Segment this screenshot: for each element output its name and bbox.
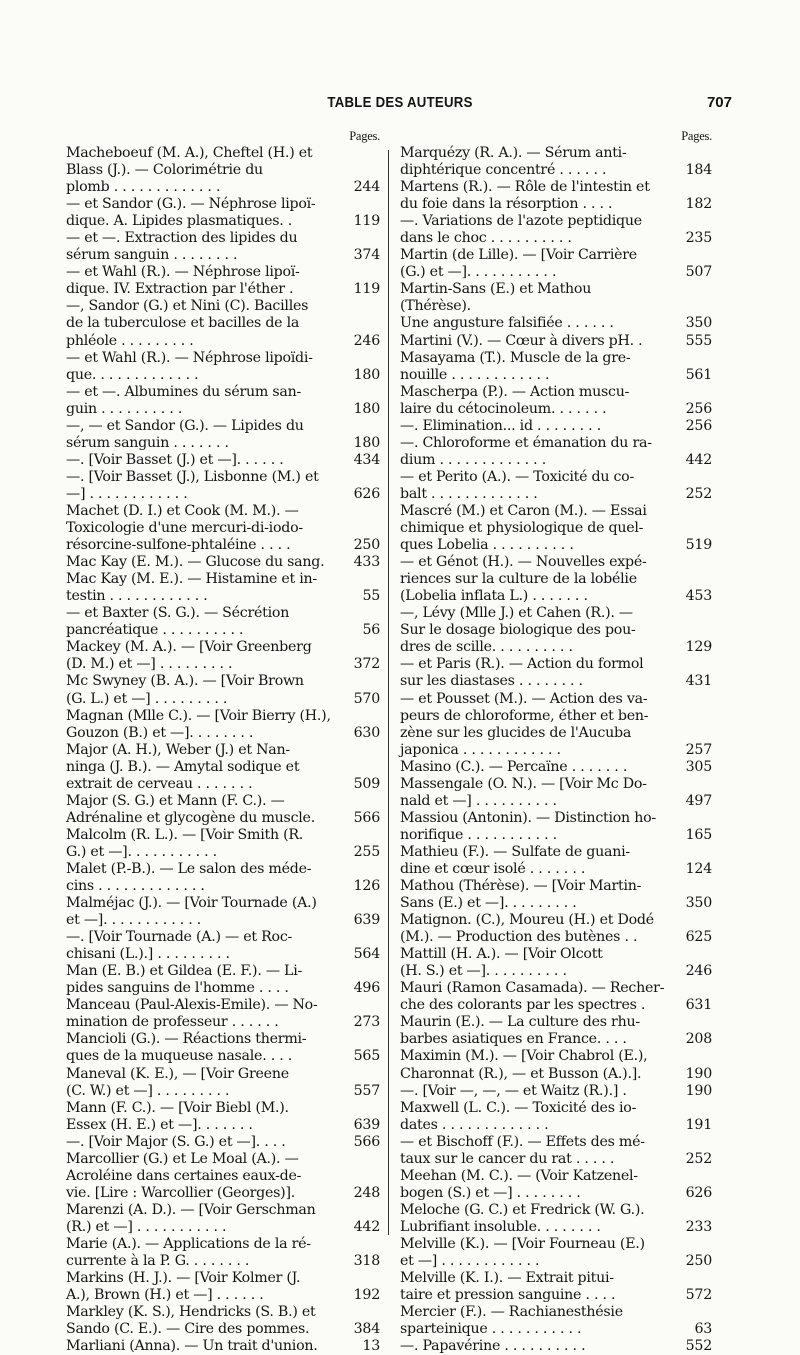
entry-page-number: 184 bbox=[685, 162, 712, 179]
entry-page-number: 252 bbox=[685, 485, 712, 502]
index-entry bbox=[66, 963, 380, 997]
index-entry bbox=[400, 1338, 712, 1355]
entry-text: — et Wahl (R.). — Néphrose lipoïdi- que. . . . . . . . . . . . . bbox=[66, 349, 313, 383]
entry-page-number: 555 bbox=[685, 332, 712, 349]
entry-page-number: 257 bbox=[685, 741, 712, 758]
index-entry bbox=[66, 997, 380, 1031]
entry-page-number: 256 bbox=[685, 400, 712, 417]
index-entry bbox=[400, 384, 712, 418]
entry-text: Major (A. H.), Weber (J.) et Nan- ninga (J. B.). — Amytal sodique et extrait de cerveau . . . . . . . bbox=[66, 741, 300, 792]
entry-text: Mac Kay (M. E.). — Histamine et in- testin . . . . . . . . . . . . bbox=[66, 571, 317, 605]
entry-text: —, Sandor (G.) et Nini (C). Bacilles de la tuberculose et bacilles de la phléole . . . . . . . . . bbox=[66, 298, 309, 349]
index-entry bbox=[66, 452, 380, 469]
entry-text: —. Chloroforme et émanation du ra- dium . . . . . . . . . . . . . bbox=[400, 434, 652, 468]
index-entry bbox=[66, 1270, 380, 1304]
entry-page-number: 442 bbox=[353, 1218, 380, 1235]
page-number: 707 bbox=[706, 94, 732, 111]
entry-text: — et Sandor (G.). — Néphrose lipoï- dique. A. Lipides plasmatiques. . bbox=[66, 196, 316, 230]
entry-text: Major (S. G.) et Mann (F. C.). — Adrénaline et glycogène du muscle. bbox=[66, 792, 315, 826]
entry-text: Meloche (G. C.) et Fredrick (W. G.). Lubrifiant insoluble. . . . . . . . bbox=[400, 1201, 645, 1235]
index-entry bbox=[66, 1338, 380, 1355]
entry-page-number: 433 bbox=[353, 554, 380, 571]
index-entry bbox=[66, 1202, 380, 1236]
entry-text: Massiou (Antonin). — Distinction ho- norifique . . . . . . . . . . . bbox=[400, 809, 656, 843]
entry-page-number: 126 bbox=[353, 878, 380, 895]
index-entry bbox=[66, 895, 380, 929]
entry-page-number: 180 bbox=[353, 366, 380, 383]
entry-text: Malméjac (J.). — [Voir Tournade (A.) et —]. . . . . . . . . . . . bbox=[66, 895, 317, 929]
entry-text: Mathou (Thérèse). — [Voir Martin- Sans (E.) et —]. . . . . . . . . bbox=[400, 878, 642, 912]
entry-page-number: 13 bbox=[362, 1338, 380, 1355]
entry-page-number: 626 bbox=[685, 1184, 712, 1201]
entry-page-number: 566 bbox=[353, 1133, 380, 1150]
index-entry bbox=[66, 1151, 380, 1202]
page-header bbox=[60, 94, 740, 118]
entry-text: Markley (K. S.), Hendricks (S. B.) et Sando (C. E.). — Cire des pommes. bbox=[66, 1304, 316, 1338]
entry-text: — et Bischoff (F.). — Effets des mé- taux sur le cancer du rat . . . . . bbox=[400, 1133, 645, 1167]
index-entry bbox=[66, 1134, 380, 1151]
pages-label: Pages. bbox=[681, 129, 712, 143]
index-entry bbox=[400, 435, 712, 469]
entry-page-number: 453 bbox=[685, 588, 712, 605]
entry-page-number: 561 bbox=[685, 366, 712, 383]
entry-text: Mercier (F.). — Rachianesthésie sparteinique . . . . . . . . . . . bbox=[400, 1304, 623, 1338]
entry-page-number: 566 bbox=[353, 809, 380, 826]
index-entry bbox=[66, 350, 380, 384]
entry-text: Masino (C.). — Percaïne . . . . . . . bbox=[400, 758, 628, 775]
entry-page-number: 572 bbox=[685, 1287, 712, 1304]
entry-page-number: 190 bbox=[685, 1065, 712, 1082]
index-entry bbox=[400, 1168, 712, 1202]
index-entry bbox=[66, 384, 380, 418]
index-entry bbox=[400, 554, 712, 605]
index-entry bbox=[400, 605, 712, 656]
index-entry bbox=[66, 793, 380, 827]
index-entry bbox=[400, 350, 712, 384]
entry-page-number: 246 bbox=[685, 963, 712, 980]
entry-page-number: 250 bbox=[685, 1253, 712, 1270]
entry-page-number: 631 bbox=[685, 997, 712, 1014]
entry-page-number: 318 bbox=[353, 1253, 380, 1270]
entry-text: —. [Voir Basset (J.), Lisbonne (M.) et —] . . . . . . . . . . . . bbox=[66, 468, 319, 502]
entry-page-number: 442 bbox=[685, 451, 712, 468]
index-entry bbox=[66, 298, 380, 349]
index-entry bbox=[400, 810, 712, 844]
index-entry bbox=[66, 639, 380, 673]
index-entry bbox=[66, 929, 380, 963]
index-entry bbox=[66, 264, 380, 298]
index-entry bbox=[66, 554, 380, 571]
entry-page-number: 431 bbox=[685, 673, 712, 690]
entry-page-number: 165 bbox=[685, 826, 712, 843]
running-title: TABLE DES AUTEURS bbox=[327, 94, 473, 111]
index-entry bbox=[66, 1304, 380, 1338]
entry-text: Machet (D. I.) et Cook (M. M.). — Toxicologie d'une mercuri-di-iodo- résorcine-sulfone-phtaléine . . . . bbox=[66, 502, 303, 554]
entry-page-number: 626 bbox=[353, 485, 380, 502]
entry-text: Macheboeuf (M. A.), Cheftel (H.) et Blass (J.). — Colorimétrie du plomb . . . . . . . . . . . . . bbox=[66, 145, 313, 196]
index-entry bbox=[400, 1100, 712, 1134]
index-entry bbox=[66, 673, 380, 707]
entry-page-number: 248 bbox=[353, 1184, 380, 1201]
entry-text: Marquézy (R. A.). — Sérum anti- diphtérique concentré . . . . . . bbox=[400, 145, 627, 179]
entry-text: — et Génot (H.). — Nouvelles expé- riences sur la culture de la lobélie (Lobelia inflata L.) . . . . . . . bbox=[400, 554, 647, 605]
index-entry bbox=[400, 1134, 712, 1168]
index-entry bbox=[400, 776, 712, 810]
entry-page-number: 564 bbox=[353, 946, 380, 963]
index-entry bbox=[66, 145, 380, 196]
entry-text: Mathieu (F.). — Sulfate de guani- dine et cœur isolé . . . . . . . bbox=[400, 843, 630, 877]
entry-page-number: 509 bbox=[353, 775, 380, 792]
entry-page-number: 350 bbox=[685, 315, 712, 332]
entry-page-number: 180 bbox=[353, 434, 380, 451]
index-entry bbox=[66, 469, 380, 503]
entry-text: — et Perito (A.). — Toxicité du co- balt . . . . . . . . . . . . . bbox=[400, 468, 635, 502]
entry-text: Masayama (T.). Muscle de la gre- nouille . . . . . . . . . . . . bbox=[400, 349, 631, 383]
index-entry bbox=[66, 605, 380, 639]
entry-page-number: 507 bbox=[685, 264, 712, 281]
entry-page-number: 639 bbox=[353, 1116, 380, 1133]
entry-text: Mancioli (G.). — Réactions thermi- ques de la muqueuse nasale. . . . bbox=[66, 1031, 307, 1065]
entry-text: Marie (A.). — Applications de la ré- currente à la P. G. . . . . . . . bbox=[66, 1236, 311, 1270]
entry-page-number: 350 bbox=[685, 895, 712, 912]
index-column-left bbox=[66, 128, 380, 1355]
entry-text: Mackey (M. A.). — [Voir Greenberg (D. M.) et —] . . . . . . . . . bbox=[66, 639, 312, 673]
entry-text: —. Papavérine . . . . . . . . . . bbox=[400, 1338, 586, 1355]
entry-page-number: 119 bbox=[353, 213, 380, 230]
entry-page-number: 124 bbox=[685, 860, 712, 877]
entry-text: —. Elimination... id . . . . . . . . bbox=[400, 417, 601, 434]
index-entry bbox=[400, 281, 712, 332]
entry-text: Marliani (Anna). — Un trait d'union. bbox=[66, 1338, 318, 1355]
entry-text: Markins (H. J.). — [Voir Kolmer (J. A.), Brown (H.) et —] . . . . . . bbox=[66, 1270, 301, 1304]
index-entry bbox=[66, 196, 380, 230]
index-entry bbox=[66, 230, 380, 264]
index-entry bbox=[400, 1048, 712, 1082]
entry-page-number: 565 bbox=[353, 1048, 380, 1065]
entry-page-number: 374 bbox=[353, 247, 380, 264]
entry-text: Malcolm (R. L.). — [Voir Smith (R. G.) et —]. . . . . . . . . . . bbox=[66, 826, 304, 860]
entry-text: Mc Swyney (B. A.). — [Voir Brown (G. L.) et —] . . . . . . . . . bbox=[66, 673, 304, 707]
entry-page-number: 180 bbox=[353, 400, 380, 417]
entry-text: Mauri (Ramon Casamada). — Recher- che des colorants par les spectres . bbox=[400, 980, 665, 1014]
entry-page-number: 519 bbox=[685, 537, 712, 554]
index-entry bbox=[66, 503, 380, 554]
entry-text: Mascré (M.) et Caron (M.). — Essai chimique et physiologique de quel- ques Lobelia . . . . . . . . . . bbox=[400, 502, 647, 554]
index-entry bbox=[400, 980, 712, 1014]
entry-text: Martini (V.). — Cœur à divers pH. . bbox=[400, 332, 643, 349]
entry-text: — et —. Albumines du sérum san- guin . . . . . . . . . . bbox=[66, 383, 302, 417]
entry-text: Mac Kay (E. M.). — Glucose du sang. bbox=[66, 554, 325, 571]
index-entry bbox=[400, 1014, 712, 1048]
entry-page-number: 246 bbox=[353, 332, 380, 349]
entry-text: —, Lévy (Mlle J.) et Cahen (R.). — Sur le dosage biologique des pou- dres de scille. . . . . . . . . . bbox=[400, 605, 636, 656]
entry-text: Man (E. B.) et Gildea (E. F.). — Li- pides sanguins de l'homme . . . . bbox=[66, 963, 303, 997]
entry-page-number: 233 bbox=[685, 1218, 712, 1235]
entry-text: Malet (P.-B.). — Le salon des méde- cins . . . . . . . . . . . . . bbox=[66, 860, 312, 895]
entry-page-number: 192 bbox=[353, 1287, 380, 1304]
entry-page-number: 273 bbox=[353, 1014, 380, 1031]
entry-text: Marcollier (G.) et Le Moal (A.). — Acroléine dans certaines eaux-de- vie. [Lire : Warcollier (Georges)]. bbox=[66, 1150, 302, 1201]
index-entry bbox=[400, 946, 712, 980]
index-entry bbox=[400, 503, 712, 554]
index-entry bbox=[400, 179, 712, 213]
index-entry bbox=[66, 1236, 380, 1270]
entry-text: Martens (R.). — Rôle de l'intestin et du foie dans la résorption . . . . bbox=[400, 179, 650, 213]
entry-page-number: 305 bbox=[685, 758, 712, 775]
index-entry bbox=[400, 1083, 712, 1100]
entry-text: Maxwell (L. C.). — Toxicité des io- dates . . . . . . . . . . . . . bbox=[400, 1099, 637, 1133]
index-entry bbox=[66, 1100, 380, 1134]
index-entry bbox=[400, 1236, 712, 1270]
index-entry bbox=[66, 708, 380, 742]
entry-page-number: 497 bbox=[685, 792, 712, 809]
entry-text: —. [Voir Basset (J.) et —]. . . . . . bbox=[66, 451, 284, 468]
index-entry bbox=[400, 333, 712, 350]
entry-text: Massengale (O. N.). — [Voir Mc Do- nald et —] . . . . . . . . . . bbox=[400, 775, 647, 809]
entry-text: — et Pousset (M.). — Action des va- peurs de chloroforme, éther et ben- zène sur les glucides de l'Aucuba japonica . . . . . . . . . . . . bbox=[400, 690, 649, 758]
entry-text: Matignon. (C.), Moureu (H.) et Dodé (M.). — Production des butènes . . bbox=[400, 912, 654, 946]
entry-text: —, — et Sandor (G.). — Lipides du sérum sanguin . . . . . . . bbox=[66, 417, 304, 451]
index-entry bbox=[400, 145, 712, 179]
entry-page-number: 557 bbox=[353, 1082, 380, 1099]
entry-page-number: 496 bbox=[353, 980, 380, 997]
entry-page-number: 55 bbox=[362, 588, 380, 605]
entry-page-number: 639 bbox=[353, 912, 380, 929]
entry-text: Melville (K.). — [Voir Fourneau (E.) et —] . . . . . . . . . . . . bbox=[400, 1236, 645, 1270]
entry-page-number: 625 bbox=[685, 929, 712, 946]
index-entry bbox=[400, 656, 712, 690]
index-entry bbox=[66, 571, 380, 605]
entry-page-number: 255 bbox=[353, 843, 380, 860]
entry-page-number: 384 bbox=[353, 1321, 380, 1338]
column-divider bbox=[388, 150, 389, 1235]
entry-text: —. Variations de l'azote peptidique dans le choc . . . . . . . . . . bbox=[400, 213, 642, 247]
entry-text: —. [Voir Tournade (A.) — et Roc- chisani (L.).] . . . . . . . . . bbox=[66, 929, 293, 963]
index-entry bbox=[400, 1270, 712, 1304]
entry-text: Mattill (H. A.). — [Voir Olcott (H. S.) et —]. . . . . . . . . . bbox=[400, 946, 603, 980]
entry-text: Melville (K. I.). — Extrait pitui- taire et pression sanguine . . . . bbox=[400, 1270, 616, 1304]
entry-text: Maneval (K. E.), — [Voir Greene (C. W.) et —] . . . . . . . . . bbox=[66, 1065, 289, 1099]
entry-page-number: 252 bbox=[685, 1150, 712, 1167]
entry-page-number: 244 bbox=[353, 179, 380, 196]
entry-page-number: 129 bbox=[685, 639, 712, 656]
entry-text: Mann (F. C.). — [Voir Biebl (M.). Essex (H. E.) et —]. . . . . . . bbox=[66, 1099, 289, 1133]
entry-page-number: 190 bbox=[685, 1082, 712, 1099]
index-entry bbox=[66, 827, 380, 861]
index-entry bbox=[400, 469, 712, 503]
entry-text: — et Wahl (R.). — Néphrose lipoï- dique. IV. Extraction par l'éther . bbox=[66, 264, 300, 298]
index-entry bbox=[400, 878, 712, 912]
entry-page-number: 250 bbox=[353, 537, 380, 554]
index-entry bbox=[400, 759, 712, 776]
entry-text: Meehan (M. C.). — (Voir Katzenel- bogen (S.) et —] . . . . . . . . bbox=[400, 1167, 638, 1201]
entry-page-number: 182 bbox=[685, 196, 712, 213]
index-entry bbox=[400, 247, 712, 281]
entry-page-number: 570 bbox=[353, 690, 380, 707]
entry-page-number: 552 bbox=[685, 1338, 712, 1355]
index-entry bbox=[400, 418, 712, 435]
index-entry bbox=[66, 742, 380, 793]
entry-page-number: 434 bbox=[353, 451, 380, 468]
entry-text: — et Paris (R.). — Action du formol sur les diastases . . . . . . . . bbox=[400, 656, 644, 690]
entry-page-number: 63 bbox=[694, 1321, 712, 1338]
index-entry bbox=[66, 861, 380, 895]
index-entry bbox=[400, 213, 712, 247]
entry-text: Martin (de Lille). — [Voir Carrière (G.) et —]. . . . . . . . . . . bbox=[400, 247, 637, 281]
entry-text: — et Baxter (S. G.). — Sécrétion pancréatique . . . . . . . . . . bbox=[66, 605, 290, 639]
entry-text: Marenzi (A. D.). — [Voir Gerschman (R.) et —] . . . . . . . . . . . bbox=[66, 1201, 316, 1235]
entry-text: —. [Voir Major (S. G.) et —]. . . . bbox=[66, 1133, 286, 1150]
entry-page-number: 191 bbox=[685, 1116, 712, 1133]
entry-page-number: 235 bbox=[685, 230, 712, 247]
entry-page-number: 119 bbox=[353, 281, 380, 298]
entry-text: Manceau (Paul-Alexis-Emile). — No- mination de professeur . . . . . . bbox=[66, 997, 318, 1031]
entry-text: Maurin (E.). — La culture des rhu- barbes asiatiques en France. . . . bbox=[400, 1014, 640, 1048]
entry-text: Maximin (M.). — [Voir Chabrol (E.), Charonnat (R.), — et Busson (A.).]. bbox=[400, 1048, 648, 1082]
pages-label: Pages. bbox=[349, 129, 380, 143]
entry-text: —. [Voir —, —, — et Waitz (R.).] . bbox=[400, 1082, 627, 1099]
entry-text: Mascherpa (P.). — Action muscu- laire du cétocinoleum. . . . . . . bbox=[400, 383, 630, 417]
index-entry bbox=[66, 1066, 380, 1100]
index-column-right bbox=[400, 128, 712, 1355]
entry-page-number: 372 bbox=[353, 656, 380, 673]
index-entry bbox=[66, 1031, 380, 1065]
entry-page-number: 256 bbox=[685, 417, 712, 434]
index-entry bbox=[400, 1304, 712, 1338]
entry-page-number: 56 bbox=[362, 622, 380, 639]
entry-text: Martin-Sans (E.) et Mathou (Thérèse). Une angusture falsifiée . . . . . . bbox=[400, 281, 614, 332]
index-entry bbox=[400, 844, 712, 878]
entry-page-number: 208 bbox=[685, 1031, 712, 1048]
entry-text: — et —. Extraction des lipides du sérum sanguin . . . . . . . . bbox=[66, 230, 298, 264]
index-entry bbox=[400, 912, 712, 946]
index-entry bbox=[66, 418, 380, 452]
entry-text: Magnan (Mlle C.). — [Voir Bierry (H.), Gouzon (B.) et —]. . . . . . . . bbox=[66, 707, 331, 741]
index-entry bbox=[400, 1202, 712, 1236]
entry-page-number: 630 bbox=[353, 724, 380, 741]
index-entry bbox=[400, 691, 712, 759]
